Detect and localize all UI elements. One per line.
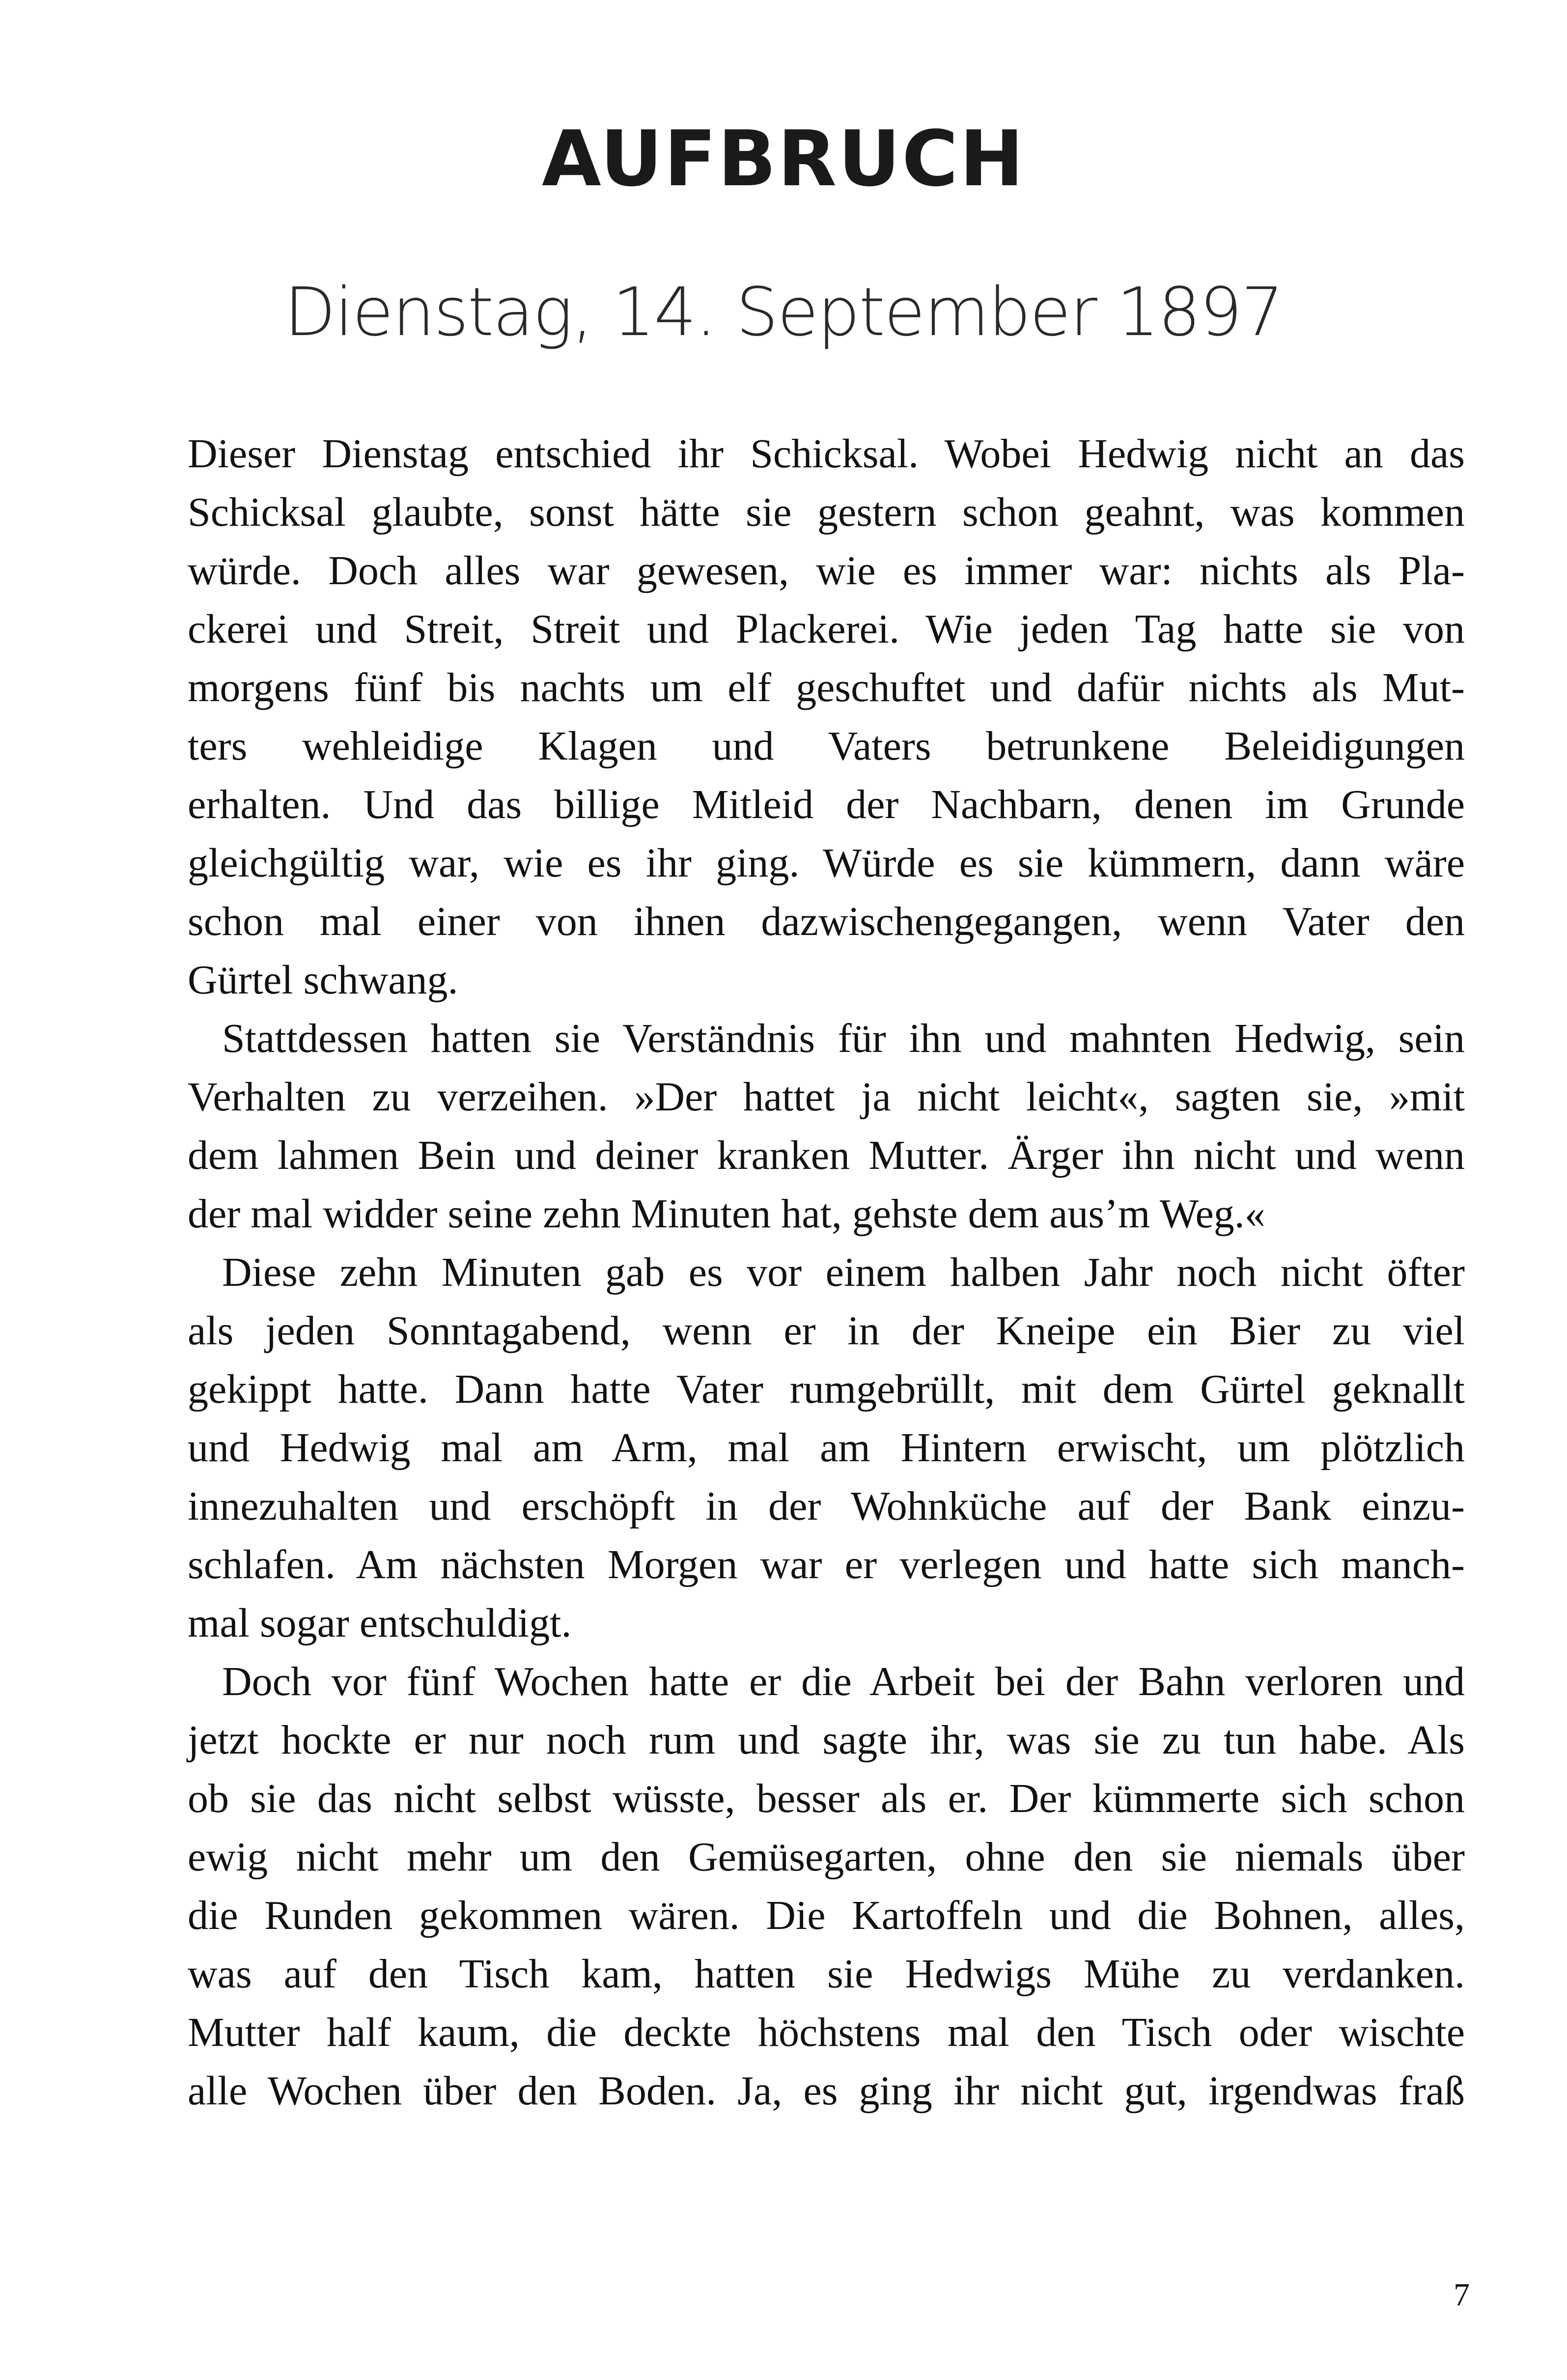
text-line: ckerei und Streit, Streit und Plackerei. Wie jeden Tag hatte sie von <box>188 606 1465 652</box>
text-line: ob sie das nicht selbst wüsste, besser als er. Der kümmerte sich schon <box>188 1776 1465 1821</box>
text-line: die Runden gekommen wären. Die Kartoffeln und die Bohnen, alles, <box>188 1893 1465 1938</box>
paragraph <box>188 1009 1465 1243</box>
paragraph <box>188 1243 1465 1652</box>
chapter-title: AUFBRUCH <box>542 114 1025 203</box>
text-line: ewig nicht mehr um den Gemüsegarten, ohne den sie niemals über <box>188 1834 1465 1880</box>
text-line: Stattdessen hatten sie Verständnis für ihn und mahnten Hedwig, sein <box>222 1016 1465 1061</box>
text-line: mal sogar entschuldigt. <box>188 1600 572 1646</box>
text-line: schlafen. Am nächsten Morgen war er verlegen und hatte sich manch- <box>188 1542 1465 1587</box>
chapter-date: Dienstag, 14. September 1897 <box>284 274 1283 351</box>
text-line: gekippt hatte. Dann hatte Vater rumgebrüllt, mit dem Gürtel geknallt <box>188 1366 1465 1412</box>
text-line: Schicksal glaubte, sonst hätte sie gestern schon geahnt, was kommen <box>188 489 1465 535</box>
text-line: Mutter half kaum, die deckte höchstens mal den Tisch oder wischte <box>188 2010 1465 2055</box>
text-line: Diese zehn Minuten gab es vor einem halben Jahr noch nicht öfter <box>222 1249 1465 1295</box>
text-line: dem lahmen Bein und deiner kranken Mutter. Ärger ihn nicht und wenn <box>188 1133 1465 1178</box>
text-line: schon mal einer von ihnen dazwischengegangen, wenn Vater den <box>188 899 1465 944</box>
text-line: innezuhalten und erschöpft in der Wohnküche auf der Bank einzu- <box>188 1483 1465 1529</box>
text-line: gleichgültig war, wie es ihr ging. Würde es sie kümmern, dann wäre <box>188 840 1465 886</box>
text-line: Doch vor fünf Wochen hatte er die Arbeit bei der Bahn verloren und <box>222 1659 1465 1704</box>
text-line: Verhalten zu verzeihen. »Der hattet ja nicht leicht«, sagten sie, »mit <box>188 1074 1465 1120</box>
text-line: der mal widder seine zehn Minuten hat, gehste dem aus’m Weg.« <box>188 1191 1265 1237</box>
text-line: und Hedwig mal am Arm, mal am Hintern erwischt, um plötzlich <box>188 1425 1465 1471</box>
text-line: als jeden Sonntagabend, wenn er in der Kneipe ein Bier zu viel <box>188 1308 1465 1354</box>
text-line: was auf den Tisch kam, hatten sie Hedwigs Mühe zu verdanken. <box>188 1951 1465 1997</box>
paragraph <box>188 425 1465 1009</box>
body-text <box>188 425 1465 2120</box>
paragraph <box>188 1652 1465 2120</box>
text-line: jetzt hockte er nur noch rum und sagte ihr, was sie zu tun habe. Als <box>188 1717 1465 1763</box>
page-number: 7 <box>1454 2277 1470 2313</box>
text-line: erhalten. Und das billige Mitleid der Nachbarn, denen im Grunde <box>188 782 1465 827</box>
text-line: alle Wochen über den Boden. Ja, es ging ihr nicht gut, irgendwas fraß <box>188 2068 1465 2114</box>
text-line: Dieser Dienstag entschied ihr Schicksal. Wobei Hedwig nicht an das <box>188 431 1465 477</box>
text-line: morgens fünf bis nachts um elf geschuftet und dafür nichts als Mut- <box>188 665 1465 710</box>
text-line: würde. Doch alles war gewesen, wie es immer war: nichts als Pla- <box>188 548 1465 594</box>
text-line: Gürtel schwang. <box>188 957 458 1003</box>
text-line: ters wehleidige Klagen und Vaters betrunkene Beleidigungen <box>188 723 1465 769</box>
